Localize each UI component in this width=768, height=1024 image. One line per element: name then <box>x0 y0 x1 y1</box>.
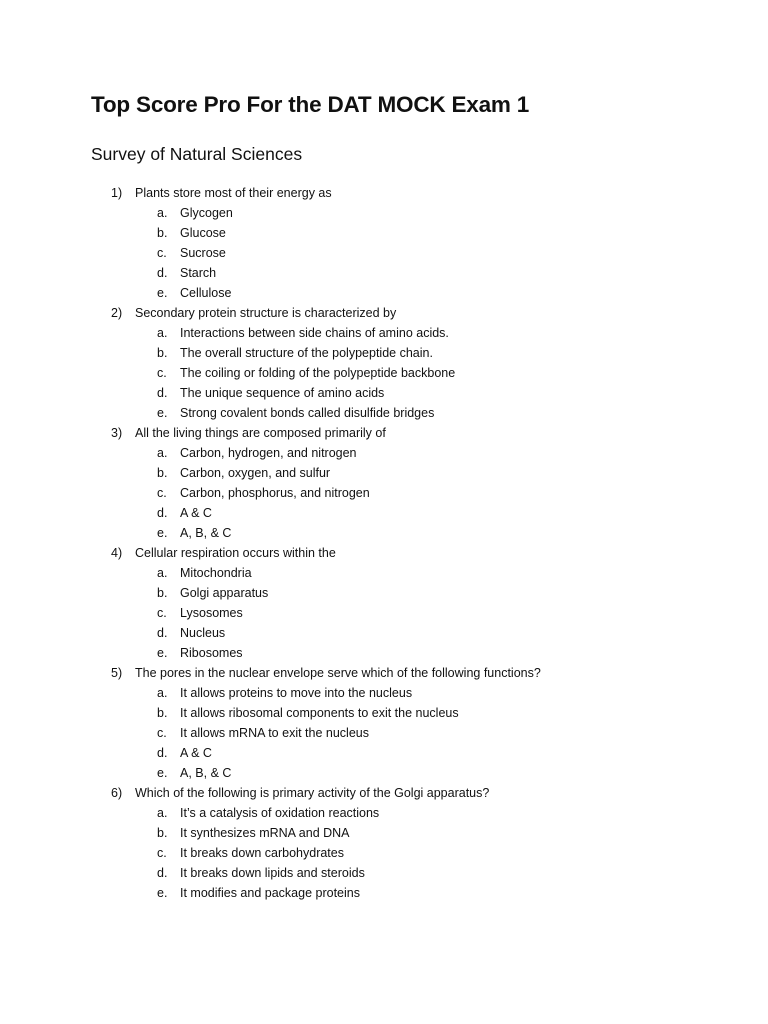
answer-option-d <box>0 623 768 643</box>
option-text: Interactions between side chains of amino acids. <box>180 326 449 340</box>
option-letter: d. <box>157 746 168 760</box>
option-text: A & C <box>180 506 212 520</box>
question-text: The pores in the nuclear envelope serve which of the following functions? <box>135 666 541 680</box>
option-letter: c. <box>157 846 167 860</box>
option-text: Sucrose <box>180 246 226 260</box>
question-stem <box>0 783 768 803</box>
answer-option-e <box>0 523 768 543</box>
option-letter: d. <box>157 506 168 520</box>
answer-option-b <box>0 703 768 723</box>
question-text: Secondary protein structure is characterized by <box>135 306 397 320</box>
option-text: Carbon, hydrogen, and nitrogen <box>180 446 357 460</box>
answer-option-b <box>0 223 768 243</box>
answer-option-d <box>0 743 768 763</box>
answer-option-b <box>0 463 768 483</box>
question-number: 6) <box>111 786 123 800</box>
option-letter: c. <box>157 246 167 260</box>
question-number: 1) <box>111 186 123 200</box>
option-text: Nucleus <box>180 626 226 640</box>
option-letter: a. <box>157 566 168 580</box>
option-letter: d. <box>157 266 168 280</box>
question-stem <box>0 663 768 683</box>
question-text: Plants store most of their energy as <box>135 186 332 200</box>
option-letter: a. <box>157 446 168 460</box>
option-letter: e. <box>157 406 168 420</box>
option-text: Lysosomes <box>180 606 243 620</box>
section-heading: Survey of Natural Sciences <box>91 144 303 164</box>
option-letter: c. <box>157 726 167 740</box>
option-text: A, B, & C <box>180 766 232 780</box>
answer-option-d <box>0 503 768 523</box>
option-letter: c. <box>157 606 167 620</box>
answer-option-a <box>0 443 768 463</box>
answer-option-d <box>0 383 768 403</box>
option-letter: b. <box>157 226 168 240</box>
option-letter: d. <box>157 626 168 640</box>
option-text: A & C <box>180 746 212 760</box>
question-3 <box>0 423 768 543</box>
option-letter: d. <box>157 866 168 880</box>
option-letter: c. <box>157 366 167 380</box>
option-text: It allows ribosomal components to exit the nucleus <box>180 706 459 720</box>
option-text: The unique sequence of amino acids <box>180 386 385 400</box>
question-number: 5) <box>111 666 123 680</box>
question-stem <box>0 543 768 563</box>
answer-option-e <box>0 283 768 303</box>
question-number: 4) <box>111 546 123 560</box>
question-5 <box>0 663 768 783</box>
answer-option-e <box>0 403 768 423</box>
answer-option-a <box>0 683 768 703</box>
option-text: Carbon, oxygen, and sulfur <box>180 466 331 480</box>
answer-option-e <box>0 883 768 903</box>
option-letter: a. <box>157 806 168 820</box>
option-text: It breaks down lipids and steroids <box>180 866 365 880</box>
option-text: Carbon, phosphorus, and nitrogen <box>180 486 370 500</box>
answer-option-d <box>0 263 768 283</box>
option-text: Glucose <box>180 226 226 240</box>
option-text: Mitochondria <box>180 566 252 580</box>
answer-option-c <box>0 843 768 863</box>
option-text: It synthesizes mRNA and DNA <box>180 826 350 840</box>
option-text: Strong covalent bonds called disulfide bridges <box>180 406 435 420</box>
option-letter: e. <box>157 286 168 300</box>
option-text: The coiling or folding of the polypeptide backbone <box>180 366 456 380</box>
answer-option-a <box>0 563 768 583</box>
question-1 <box>0 183 768 303</box>
answer-option-e <box>0 643 768 663</box>
question-list <box>0 183 768 903</box>
question-text: Cellular respiration occurs within the <box>135 546 336 560</box>
question-2 <box>0 303 768 423</box>
option-letter: e. <box>157 766 168 780</box>
answer-option-d <box>0 863 768 883</box>
answer-option-c <box>0 483 768 503</box>
answer-option-a <box>0 203 768 223</box>
question-number: 2) <box>111 306 123 320</box>
option-letter: b. <box>157 706 168 720</box>
answer-option-b <box>0 583 768 603</box>
question-stem <box>0 303 768 323</box>
answer-option-b <box>0 343 768 363</box>
option-letter: b. <box>157 466 168 480</box>
option-letter: e. <box>157 526 168 540</box>
option-letter: a. <box>157 326 168 340</box>
option-letter: c. <box>157 486 167 500</box>
option-letter: b. <box>157 346 168 360</box>
answer-option-b <box>0 823 768 843</box>
option-text: Starch <box>180 266 217 280</box>
option-letter: d. <box>157 386 168 400</box>
question-text: Which of the following is primary activity of the Golgi apparatus? <box>135 786 490 800</box>
option-text: It allows mRNA to exit the nucleus <box>180 726 369 740</box>
question-stem <box>0 423 768 443</box>
question-6 <box>0 783 768 903</box>
option-text: Cellulose <box>180 286 232 300</box>
option-letter: a. <box>157 206 168 220</box>
question-number: 3) <box>111 426 123 440</box>
question-4 <box>0 543 768 663</box>
answer-option-e <box>0 763 768 783</box>
option-text: It breaks down carbohydrates <box>180 846 344 860</box>
answer-option-c <box>0 243 768 263</box>
option-text: It modifies and package proteins <box>180 886 360 900</box>
question-text: All the living things are composed primarily of <box>135 426 386 440</box>
option-letter: e. <box>157 886 168 900</box>
option-text: Glycogen <box>180 206 233 220</box>
answer-option-c <box>0 363 768 383</box>
option-letter: a. <box>157 686 168 700</box>
option-text: Golgi apparatus <box>180 586 269 600</box>
answer-option-c <box>0 723 768 743</box>
option-text: It’s a catalysis of oxidation reactions <box>180 806 380 820</box>
option-text: Ribosomes <box>180 646 243 660</box>
question-stem <box>0 183 768 203</box>
option-letter: b. <box>157 826 168 840</box>
option-letter: b. <box>157 586 168 600</box>
option-text: The overall structure of the polypeptide chain. <box>180 346 433 360</box>
option-text: It allows proteins to move into the nucleus <box>180 686 413 700</box>
option-letter: e. <box>157 646 168 660</box>
page-title: Top Score Pro For the DAT MOCK Exam 1 <box>91 92 530 117</box>
answer-option-c <box>0 603 768 623</box>
answer-option-a <box>0 803 768 823</box>
option-text: A, B, & C <box>180 526 232 540</box>
answer-option-a <box>0 323 768 343</box>
